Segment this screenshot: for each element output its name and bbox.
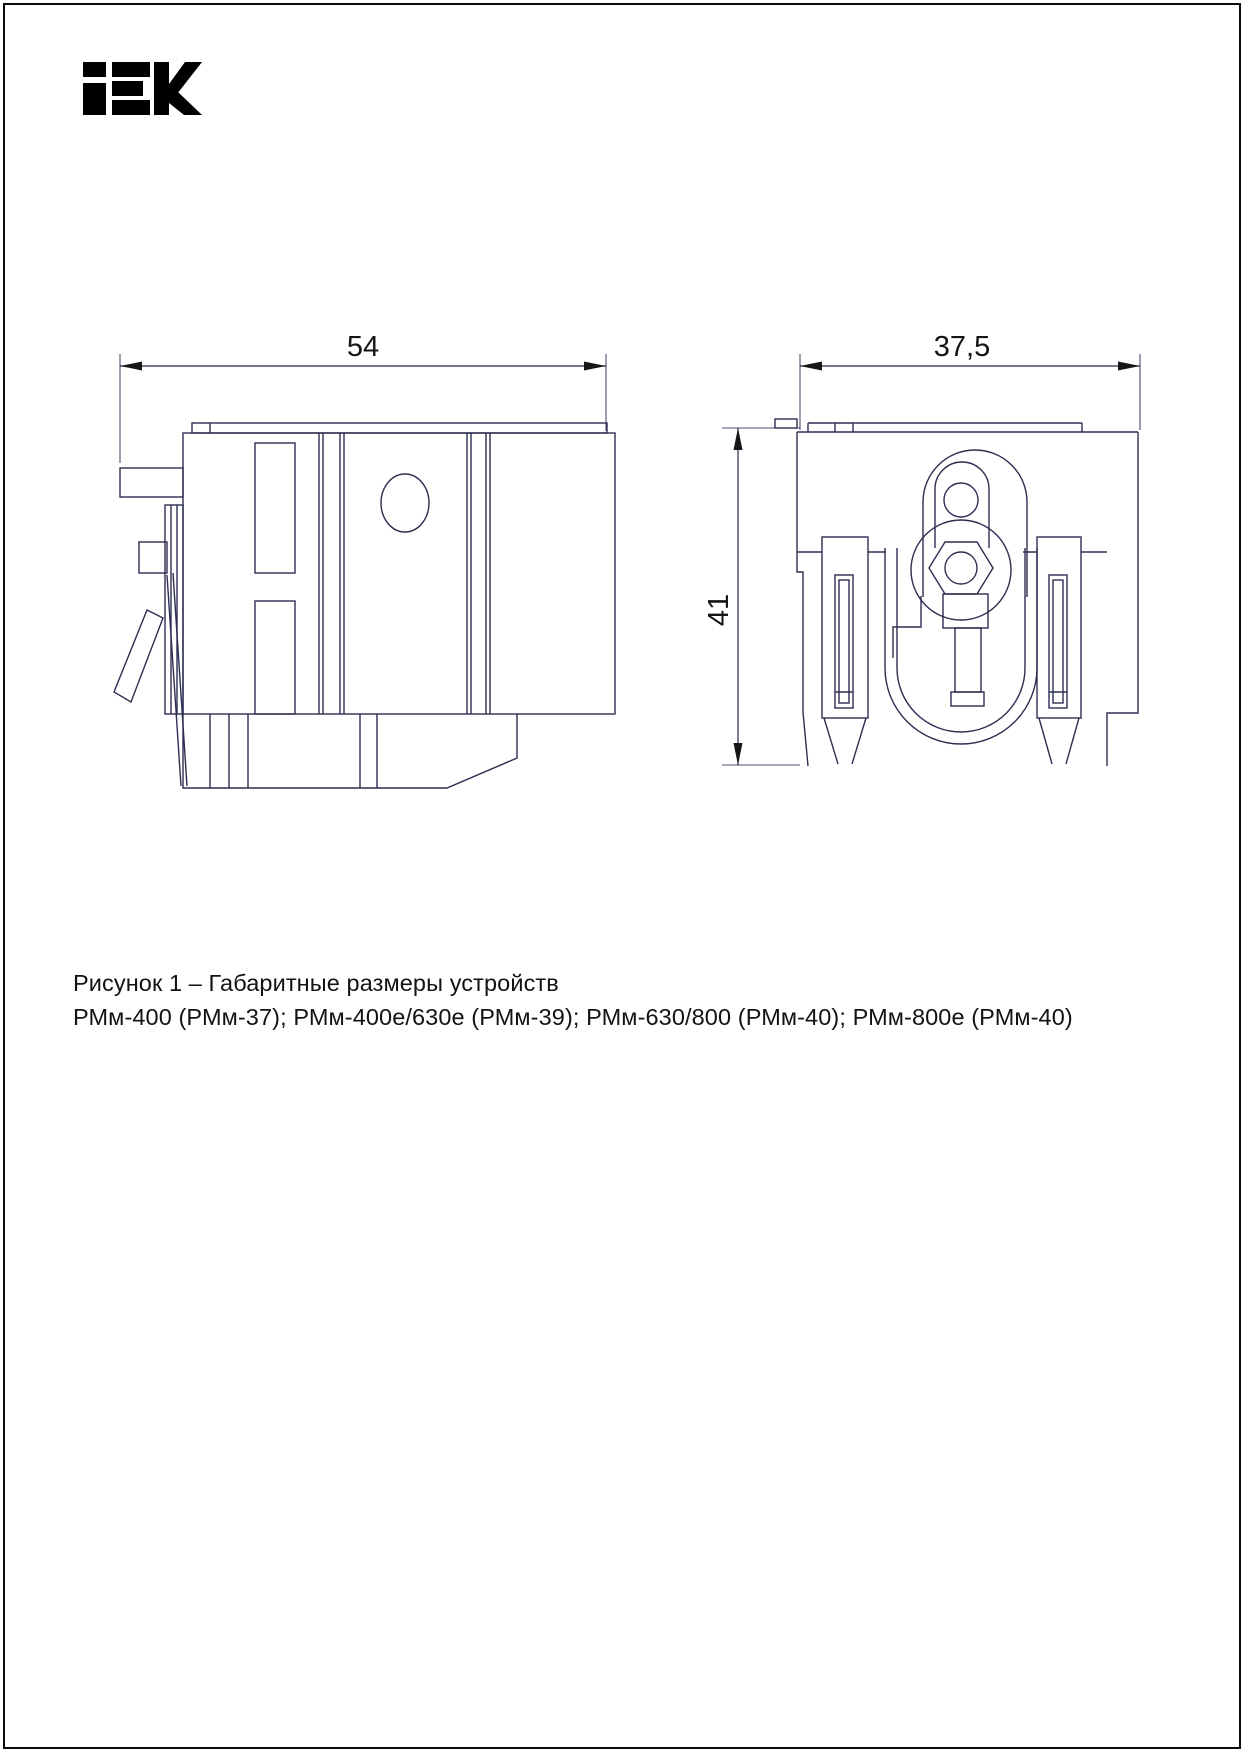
side-view [114, 423, 615, 788]
right-rail-slot-inner [1053, 580, 1063, 703]
joint-block [943, 594, 988, 628]
right-edge [1107, 432, 1138, 766]
round-hole [381, 474, 429, 532]
skirt-slots [210, 714, 377, 788]
dimension-37-5-label: 37,5 [933, 331, 991, 363]
rod-foot [951, 692, 984, 706]
arrow-top [734, 428, 743, 450]
dimension-41-label: 41 [703, 593, 735, 627]
dimension-41 [703, 428, 800, 765]
left-edge [797, 432, 808, 766]
top-plate-line [808, 423, 1082, 432]
left-rail-slot [835, 575, 853, 708]
upper-slot [255, 443, 295, 573]
terminal-tab [120, 468, 183, 497]
housing-seams [319, 433, 490, 714]
left-rail [822, 537, 868, 764]
upper-hole [944, 483, 978, 517]
central-assembly [885, 450, 1037, 744]
top-plate [192, 423, 607, 433]
lower-slot [255, 601, 295, 714]
left-rail-slot-inner [839, 580, 849, 703]
dimension-37-5 [800, 331, 1140, 430]
top-plate-overhang [775, 419, 797, 428]
latch-block [139, 542, 167, 573]
right-rail-slot [1049, 575, 1067, 708]
arrow-bottom [734, 743, 743, 765]
dimension-54-label: 54 [346, 331, 380, 363]
dimension-54 [120, 331, 606, 463]
extension-lines [120, 354, 606, 463]
right-rail [1037, 537, 1081, 764]
right-rail-body [1037, 537, 1081, 718]
link-plate [935, 462, 989, 548]
left-rail-body [822, 537, 868, 718]
caption-line-1: Рисунок 1 – Габаритные размеры устройств [73, 970, 559, 996]
arrow-left [800, 362, 822, 371]
lower-skirt [183, 714, 517, 788]
toggle-lever [114, 610, 163, 702]
arrow-right [584, 362, 606, 371]
front-view [775, 419, 1138, 766]
hex-nut [929, 542, 993, 594]
figure-caption [73, 966, 1173, 1034]
drive-rod [955, 628, 981, 692]
arrow-right [1118, 362, 1140, 371]
arrow-left [120, 362, 142, 371]
caption-line-2: РМм-400 (РМм-37); РМм-400е/630е (РМм-39); РМм-630/800 (РМм-40); РМм-800е (РМм-40) [73, 1004, 1073, 1030]
